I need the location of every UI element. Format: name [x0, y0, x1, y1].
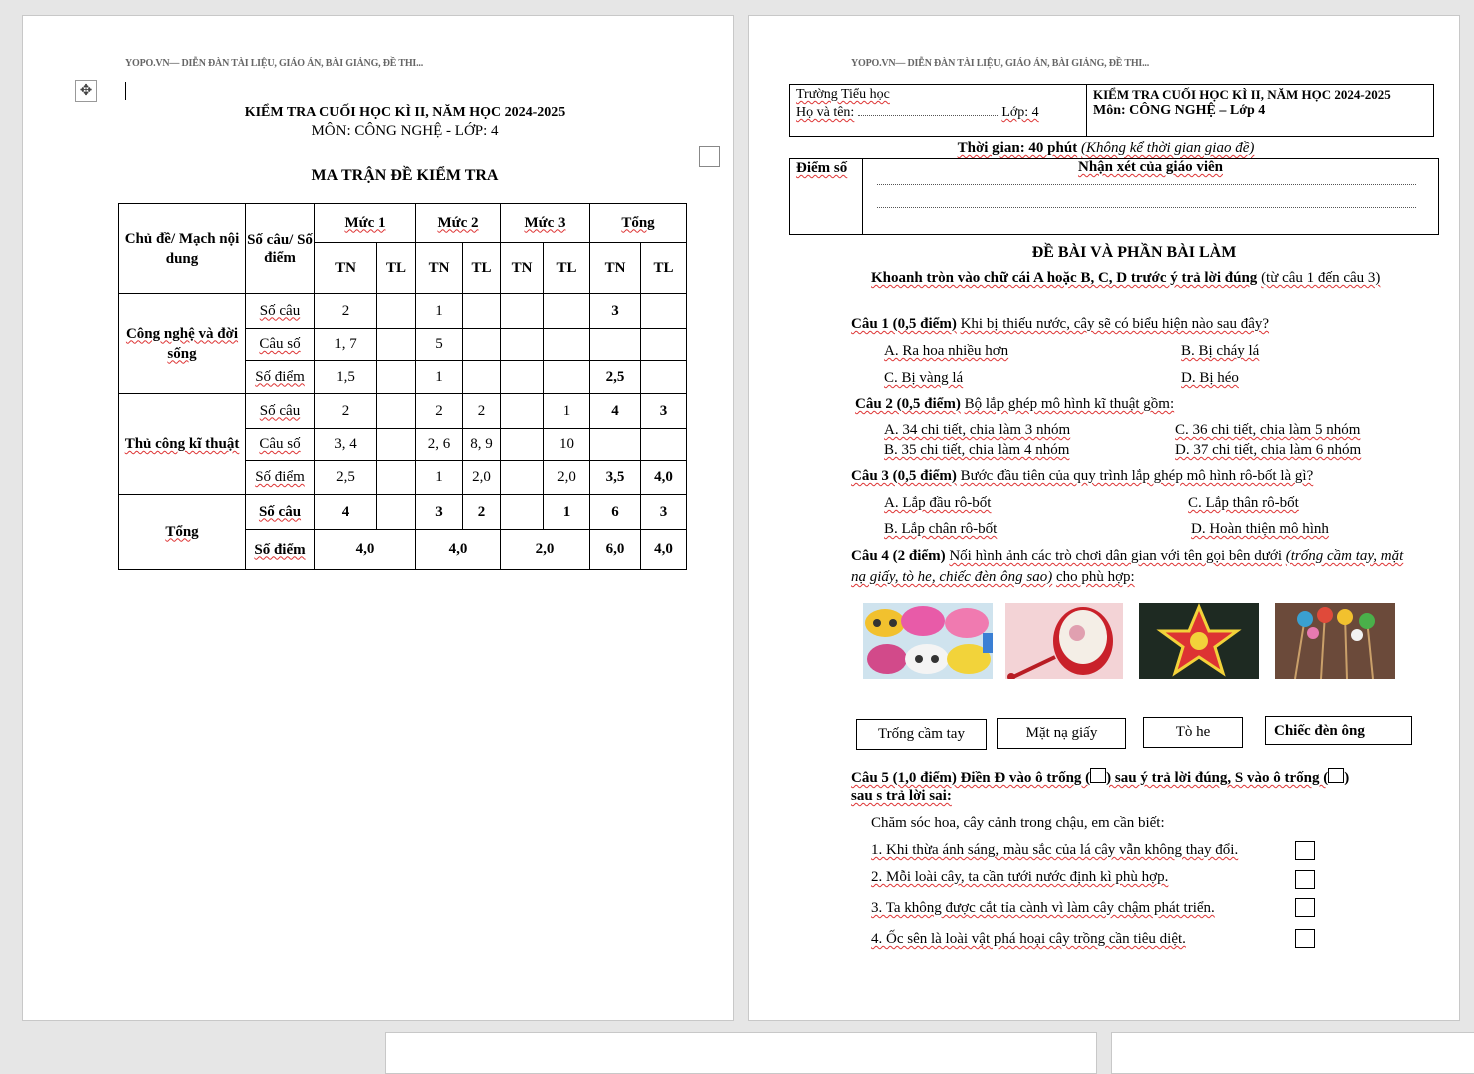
name-label: Họ và tên:	[796, 105, 855, 120]
question-3	[851, 468, 1313, 485]
total-header: Tổng	[590, 204, 687, 243]
cell	[377, 495, 416, 530]
page1-title-line1: KIỂM TRA CUỐI HỌC KÌ II, NĂM HỌC 2024-2025	[244, 105, 566, 120]
page1-title-line2: MÔN: CÔNG NGHỆ - LỚP: 4	[311, 123, 499, 139]
sub-tn: TN	[315, 243, 377, 294]
q3-option-a[interactable]: A. Lắp đầu rô-bốt	[884, 495, 992, 511]
cell: 3	[641, 495, 687, 530]
q2-option-a[interactable]: A. 34 chi tiết, chia làm 3 nhóm	[884, 422, 1071, 438]
sub-tl: TL	[544, 243, 590, 294]
cell: 2	[463, 394, 501, 429]
cell	[501, 329, 544, 361]
cell: 4,0	[641, 530, 687, 570]
cell	[544, 361, 590, 394]
cell: 10	[544, 429, 590, 461]
q3-option-d[interactable]: D. Hoàn thiện mô hình	[1191, 521, 1329, 537]
masks-picture	[863, 603, 993, 679]
cell	[501, 394, 544, 429]
cell: 2,5	[590, 361, 641, 394]
q2-option-d[interactable]: D. 37 chi tiết, chia làm 6 nhóm	[1175, 442, 1362, 458]
cell: 3	[416, 495, 463, 530]
cell: 1	[544, 495, 590, 530]
label-star-lantern[interactable]: Chiếc đèn ông	[1265, 716, 1412, 745]
level-3-header: Mức 3	[501, 204, 590, 243]
page-4-partial	[1111, 1032, 1474, 1074]
sub-tl: TL	[463, 243, 501, 294]
cell	[641, 429, 687, 461]
cell: 3	[641, 394, 687, 429]
cell	[501, 461, 544, 495]
cell: 2,5	[315, 461, 377, 495]
cell	[501, 361, 544, 394]
row-label: Câu số	[246, 429, 315, 461]
q1-text: Khi bị thiếu nước, cây sẽ có biểu hiện nào sau đây?	[960, 316, 1270, 332]
q1-option-d[interactable]: D. Bị héo	[1181, 370, 1239, 386]
site-header: YOPO.VN— DIỄN ĐÀN TÀI LIỆU, GIÁO ÁN, BÀI GIẢNG, ĐỀ THI...	[851, 58, 1149, 69]
cell	[544, 294, 590, 329]
total-row-name: Tổng	[119, 495, 246, 570]
sub-tn: TN	[416, 243, 463, 294]
cell	[590, 429, 641, 461]
exam-title: KIỂM TRA CUỐI HỌC KÌ II, NĂM HỌC 2024-2025	[1093, 87, 1391, 102]
question-5	[851, 768, 1349, 787]
cell: 6	[590, 495, 641, 530]
question-2	[855, 396, 1174, 413]
cell	[641, 361, 687, 394]
page-1	[22, 15, 734, 1021]
cell: 4,0	[416, 530, 501, 570]
answer-box-4[interactable]	[1295, 929, 1315, 948]
statement-2: 2. Mỗi loài cây, ta cần tưới nước định kì phù hợp.	[871, 869, 1169, 885]
sub-tl: TL	[641, 243, 687, 294]
statement-4: 4. Ốc sên là loài vật phá hoại cây trồng cần tiêu diệt.	[871, 931, 1186, 947]
q5-mid: ) sau ý trả lời đúng, S vào ô trống (	[1106, 770, 1329, 786]
cell: 2,0	[501, 530, 590, 570]
sub-tn: TN	[590, 243, 641, 294]
cell	[377, 429, 416, 461]
group-name: Công nghệ và đời sống	[119, 294, 246, 394]
q3-head: Câu 3 (0,5 điểm)	[851, 468, 957, 484]
cell: 3	[590, 294, 641, 329]
exam-info-cell	[1087, 85, 1434, 137]
cell	[377, 461, 416, 495]
cell	[501, 495, 544, 530]
student-info-cell	[790, 85, 1087, 137]
name-field[interactable]	[858, 115, 998, 116]
row-label: Số điểm	[246, 361, 315, 394]
hand-drum-picture	[1005, 603, 1123, 679]
cell: 2,0	[544, 461, 590, 495]
row-label: Số câu	[246, 294, 315, 329]
answer-box-2[interactable]	[1295, 870, 1315, 889]
group-name: Thủ công kĩ thuật	[119, 394, 246, 495]
exam-subject: Môn: CÔNG NGHỆ – Lớp 4	[1093, 103, 1266, 118]
to-he-picture	[1275, 603, 1395, 679]
instruction-bold: Khoanh tròn vào chữ cái A hoặc B, C, D trước ý trả lời đúng	[871, 270, 1258, 286]
cell: 2	[315, 394, 377, 429]
question-4	[851, 546, 1417, 588]
q1-option-a[interactable]: A. Ra hoa nhiều hơn	[884, 343, 1009, 359]
q1-option-c[interactable]: C. Bị vàng lá	[884, 370, 964, 386]
empty-box-icon	[1328, 768, 1344, 783]
q5-line2: sau s trả lời sai:	[851, 788, 952, 804]
text-cursor	[125, 82, 126, 100]
cell	[377, 329, 416, 361]
q5-tail: )	[1344, 770, 1350, 786]
cell: 3, 4	[315, 429, 377, 461]
empty-box-icon	[1090, 768, 1106, 783]
cell	[377, 294, 416, 329]
cell: 1,5	[315, 361, 377, 394]
cell	[377, 361, 416, 394]
comment-cell	[863, 159, 1439, 235]
row-label: Số điểm	[246, 461, 315, 495]
student-info-table	[789, 84, 1434, 137]
site-header: YOPO.VN— DIỄN ĐÀN TÀI LIỆU, GIÁO ÁN, BÀI GIẢNG, ĐỀ THI...	[125, 58, 423, 69]
comment-label: Nhận xét của giáo viên	[1077, 159, 1223, 175]
level-2-header: Mức 2	[416, 204, 501, 243]
cell	[501, 429, 544, 461]
q1-head: Câu 1 (0,5 điểm)	[851, 316, 957, 332]
score-label: Điểm số	[790, 159, 863, 235]
q2-text: Bộ lắp ghép mô hình kĩ thuật gồm:	[964, 396, 1175, 412]
time-line	[789, 140, 1423, 157]
cell	[377, 394, 416, 429]
section-title: ĐỀ BÀI VÀ PHẦN BÀI LÀM	[1031, 244, 1237, 261]
cell: 4	[315, 495, 377, 530]
sub-tn: TN	[501, 243, 544, 294]
cell: 8, 9	[463, 429, 501, 461]
statement-3: 3. Ta không được cắt tỉa cành vì làm cây chậm phát triển.	[871, 900, 1215, 916]
q2-option-c[interactable]: C. 36 chi tiết, chia làm 5 nhóm	[1175, 422, 1361, 438]
q1-option-b[interactable]: B. Bị cháy lá	[1181, 343, 1260, 359]
cell: 1	[416, 461, 463, 495]
answer-box-3[interactable]	[1295, 898, 1315, 917]
cell	[463, 294, 501, 329]
move-handle-icon[interactable]: ✥	[75, 80, 97, 102]
question-1	[851, 316, 1269, 333]
col-topic-header: Chủ đề/ Mạch nội dung	[119, 204, 246, 294]
q5-head: Câu 5 (1,0 điểm) Điền Đ vào ô trống (	[851, 770, 1091, 786]
cell	[590, 329, 641, 361]
instruction	[849, 268, 1415, 288]
q5-intro: Chăm sóc hoa, cây cảnh trong chậu, em cần biết:	[871, 815, 1165, 831]
cell: 2	[463, 495, 501, 530]
cell	[463, 329, 501, 361]
row-label: Số câu	[246, 394, 315, 429]
cell: 6,0	[590, 530, 641, 570]
q4-tail: cho phù hợp:	[1055, 569, 1135, 585]
cell: 4,0	[315, 530, 416, 570]
cell: 1	[544, 394, 590, 429]
cell	[641, 329, 687, 361]
cell: 2, 6	[416, 429, 463, 461]
q4-head: Câu 4 (2 điểm)	[851, 548, 946, 564]
cell: 5	[416, 329, 463, 361]
class-label: Lớp: 4	[1001, 105, 1039, 120]
q2-option-b[interactable]: B. 35 chi tiết, chia làm 4 nhóm	[884, 442, 1070, 458]
cell: 2	[416, 394, 463, 429]
q3-option-b[interactable]: B. Lắp chân rô-bốt	[884, 521, 998, 537]
label-paper-mask[interactable]: Mặt nạ giấy	[997, 718, 1126, 749]
school-label: Trường Tiểu học	[796, 87, 890, 102]
sub-tl: TL	[377, 243, 416, 294]
col-metric-header: Số câu/ Số điểm	[246, 204, 315, 294]
q2-head: Câu 2 (0,5 điểm)	[855, 396, 961, 412]
row-label: Số câu	[246, 495, 315, 530]
q3-option-c[interactable]: C. Lắp thân rô-bốt	[1188, 495, 1299, 511]
comment-line-1[interactable]	[877, 184, 1416, 185]
cell: 4	[590, 394, 641, 429]
matrix-table	[118, 203, 687, 570]
label-hand-drum[interactable]: Trống cầm tay	[856, 719, 987, 750]
comment-line-2[interactable]	[877, 207, 1416, 208]
cell: 1	[416, 361, 463, 394]
cell: 2	[315, 294, 377, 329]
q4-italic: (trống cầm tay, mặt nạ giấy, tò he, chiếc đèn ông sao)	[851, 548, 1404, 585]
time-label: Thời gian: 40 phút	[957, 140, 1078, 156]
checkbox-placeholder[interactable]	[699, 146, 720, 167]
cell: 3,5	[590, 461, 641, 495]
label-to-he[interactable]: Tò he	[1143, 717, 1243, 748]
cell: 4,0	[641, 461, 687, 495]
q4-text: Nối hình ảnh các trò chơi dân gian với tên gọi bên dưới	[949, 548, 1283, 564]
level-1-header: Mức 1	[315, 204, 416, 243]
cell	[641, 294, 687, 329]
time-note: (Không kể thời gian giao đề)	[1080, 140, 1255, 156]
instruction-rest: (từ câu 1 đến câu 3)	[1261, 270, 1381, 286]
cell	[501, 294, 544, 329]
star-lantern-picture	[1139, 603, 1259, 679]
page-2	[748, 15, 1460, 1021]
row-label: Câu số	[246, 329, 315, 361]
cell	[544, 329, 590, 361]
cell: 1	[416, 294, 463, 329]
q3-text: Bước đầu tiên của quy trình lắp ghép mô hình rô-bốt là gì?	[960, 468, 1314, 484]
row-label: Số điểm	[246, 530, 315, 570]
matrix-title: MA TRẬN ĐỀ KIỂM TRA	[311, 167, 499, 184]
cell: 2,0	[463, 461, 501, 495]
statement-1: 1. Khi thừa ánh sáng, màu sắc của lá cây vẫn không thay đổi.	[871, 842, 1239, 858]
cell: 1, 7	[315, 329, 377, 361]
score-table	[789, 158, 1439, 235]
page-3-partial	[385, 1032, 1097, 1074]
answer-box-1[interactable]	[1295, 841, 1315, 860]
cell	[463, 361, 501, 394]
